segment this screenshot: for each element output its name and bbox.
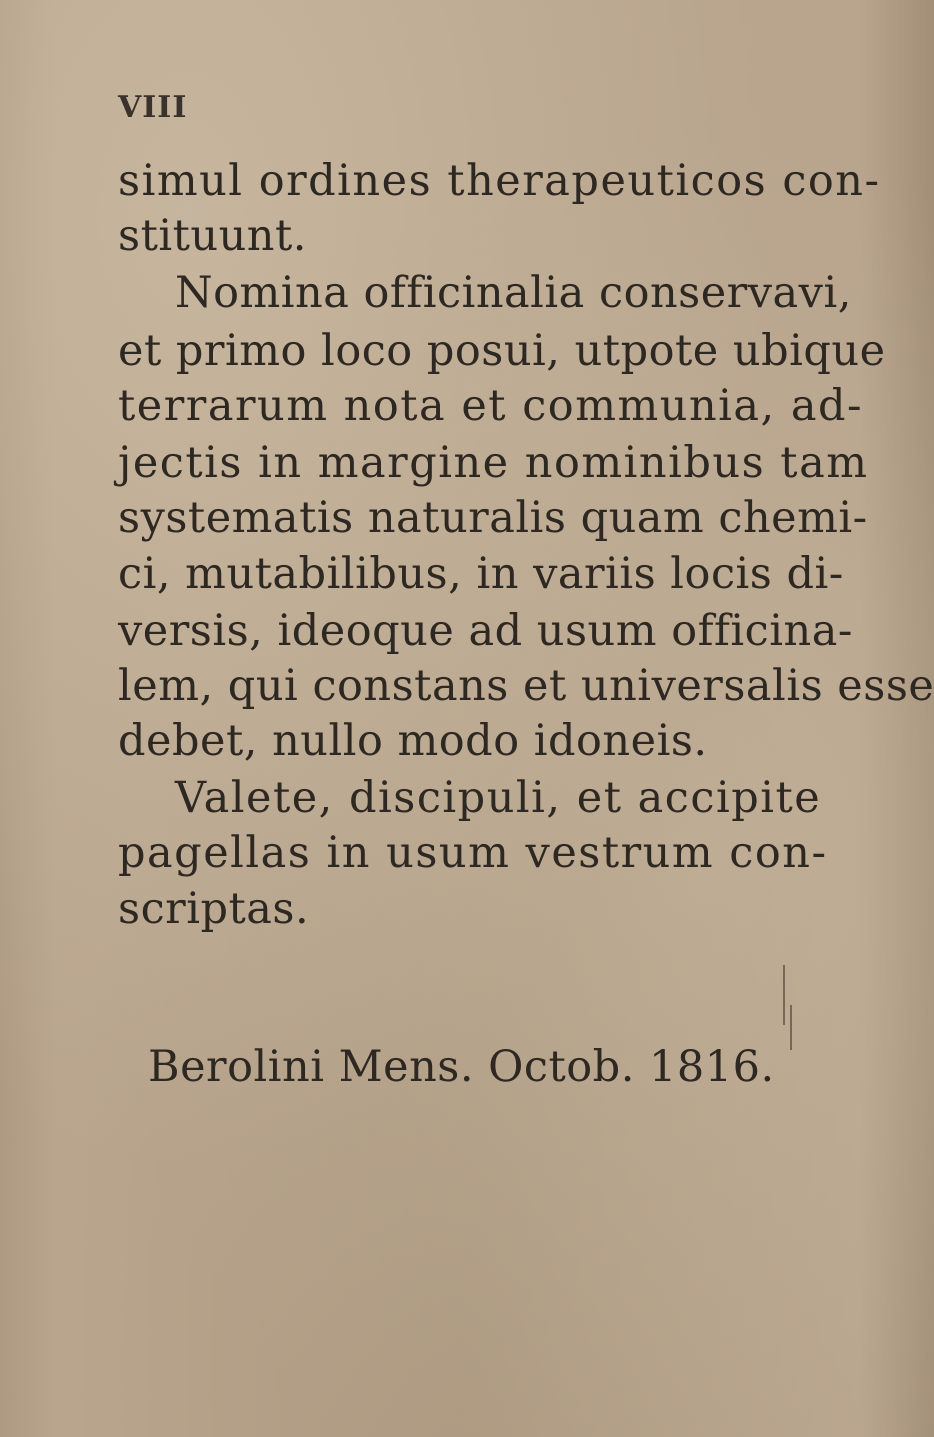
text-line: debet, nullo modo idoneis. xyxy=(118,716,708,766)
text-line: Valete, discipuli, et accipite xyxy=(175,773,822,823)
text-line: terrarum nota et communia, ad- xyxy=(118,381,864,431)
text-line: versis, ideoque ad usum officina- xyxy=(118,606,853,656)
text-line: simul ordines therapeuticos con- xyxy=(118,156,881,206)
text-line: pagellas in usum vestrum con- xyxy=(118,828,828,878)
page-edge-mark xyxy=(783,965,785,1025)
text-line: scriptas. xyxy=(118,884,310,934)
page-number: VIII xyxy=(118,90,188,125)
text-line: stituunt. xyxy=(118,211,307,261)
text-line: jectis in margine nominibus tam xyxy=(118,438,869,488)
text-line: lem, qui constans et universalis esse xyxy=(118,661,934,711)
text-line: ci, mutabilibus, in variis locis di- xyxy=(118,549,844,599)
page-edge-mark xyxy=(790,1005,792,1050)
text-line: systematis naturalis quam chemi- xyxy=(118,493,868,543)
text-line: et primo loco posui, utpote ubique xyxy=(118,326,886,376)
place-date-signature: Berolini Mens. Octob. 1816. xyxy=(148,1042,775,1092)
text-line: Nomina officinalia conservavi, xyxy=(175,268,852,318)
